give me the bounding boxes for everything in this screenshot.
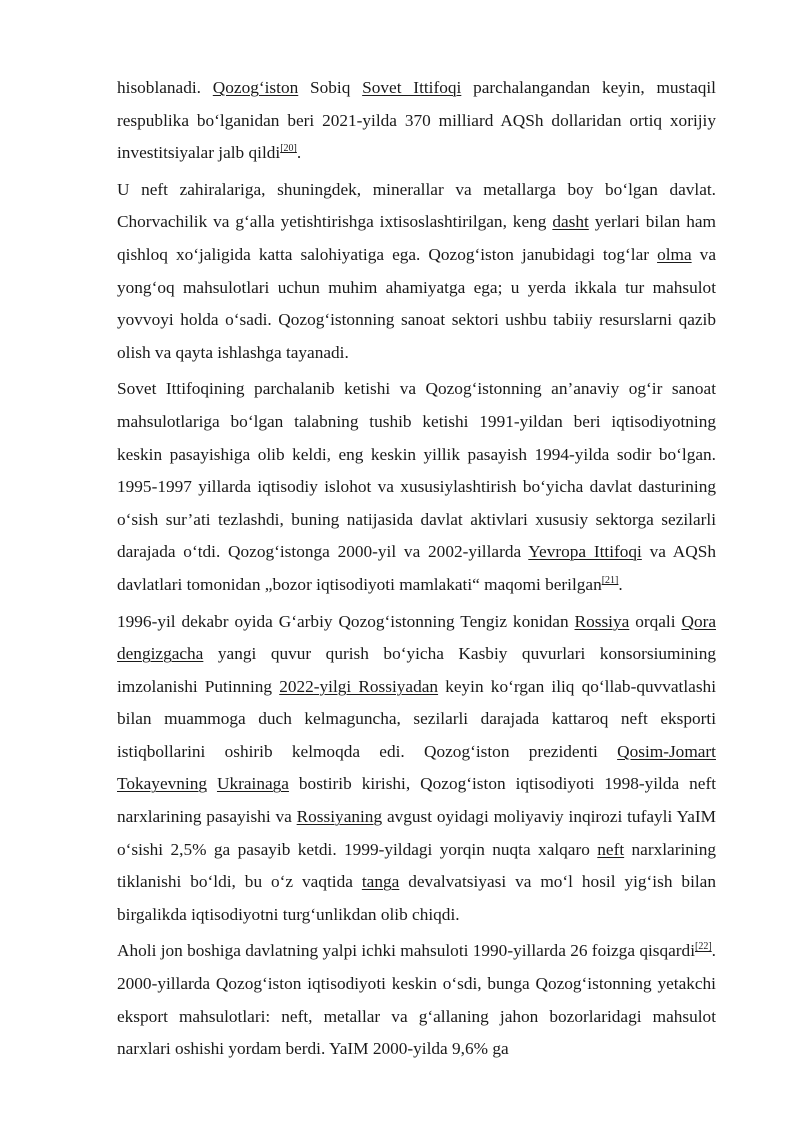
- link-2022-rossiyadan[interactable]: 2022-yilgi Rossiyadan: [279, 676, 439, 696]
- text: va AQSh davlatlari tomonidan „bozor iqtisodiyoti mamlakati“ maqomi berilgan: [117, 542, 716, 594]
- paragraph-soviet-collapse: [117, 373, 716, 601]
- link-qozogiston[interactable]: Qozog‘iston: [212, 78, 299, 97]
- link-olma[interactable]: olma: [657, 244, 692, 264]
- link-neft[interactable]: neft: [597, 839, 625, 859]
- text: Sovet Ittifoqining parchalanib ketishi va Qozog‘istonning an’anaviy og‘ir sanoat mahsulotlariga bo‘lgan talabning tushib ketishi 1991-yildan beri iqtisodiyotning keskin pasayishiga olib keldi, eng keskin yillik pasayish 1994-yilda sodir bo‘lgan. 1995-1997 yillarda iqtisodiy islohot va xususiylashtirish bo‘yicha davlat dasturining o‘sish sur’ati tezlashdi, buning natijasida davlat aktivlari xususiy sektorga sezilarli darajada o‘tdi. Qozog‘istonga 2000-yil va 2002-yillarda: [117, 379, 716, 562]
- link-tokayev[interactable]: Qosim-Jomart Tokayevning: [117, 741, 716, 794]
- text: U neft zahiralariga, shuningdek, minerallar va metallarga boy bo‘lgan davlat. Chorvachilik va g‘alla yetishtirishga ixtisoslashtirilgan, keng: [117, 179, 716, 232]
- link-rossiyaning[interactable]: Rossiyaning: [296, 807, 383, 827]
- link-ukraina[interactable]: Ukrainaga: [216, 774, 289, 794]
- text: [207, 774, 217, 793]
- text: Sobiq: [298, 78, 363, 97]
- text: yangi quvur qurish bo‘yicha Kasbiy quvurlari konsorsiumining imzolanishi Putinning: [117, 644, 716, 696]
- text: .: [618, 574, 623, 594]
- paragraph-investments: [117, 72, 716, 170]
- footnote-ref-22[interactable]: [22]: [695, 941, 712, 953]
- text: keyin ko‘rgan iliq qo‘llab-quvvatlashi bilan muammoga duch kelmaguncha, sezilarli darajada kattaroq neft eksporti istiqbollarini oshirib kelmoqda edi. Qozog‘iston prezidenti: [117, 676, 716, 761]
- text: . 2000-yillarda Qozog‘iston iqtisodiyoti keskin o‘sdi, bunga Qozog‘istonning yetakchi eksport mahsulotlari: neft, metallar va g‘allaning jahon bozorlaridagi mahsulot narxlari oshishi yordam berdi. YaIM 2000-yilda 9,6% ga: [117, 941, 716, 1059]
- text: Aholi jon boshiga davlatning yalpi ichki mahsuloti 1990-yillarda 26 foizga qisqardi: [117, 941, 695, 961]
- link-dasht[interactable]: dasht: [552, 212, 589, 232]
- text: bostirib kirishi, Qozog‘iston iqtisodiyoti 1998-yilda neft narxlarining pasayishi va: [117, 774, 716, 827]
- text: va yong‘oq mahsulotlari uchun muhim ahamiyatga ega; u yerda ikkala tur mahsulot yovvoyi holda o‘sadi. Qozog‘istonning sanoat sektori ushbu tabiiy resurslarni qazib olish va qayta ishlashga tayanadi.: [117, 244, 716, 362]
- text: hisoblanadi.: [117, 78, 213, 97]
- text: yerlari bilan ham qishloq xo‘jaligida katta salohiyatiga ega. Qozog‘iston janubidagi tog‘lar: [117, 212, 716, 264]
- text: devalvatsiyasi va mo‘l hosil yig‘ish bilan birgalikda iqtisodiyotni turg‘unlikdan olib chiqdi.: [117, 872, 716, 924]
- text: parchalangandan keyin, mustaqil respublika bo‘lganidan beri 2021-yilda 370 milliard AQSh dollaridan ortiq xorijiy investitsiyalar jalb qildi: [117, 78, 716, 163]
- paragraph-oil-pipeline: [117, 606, 716, 932]
- text: orqali: [629, 611, 682, 631]
- footnote-ref-20[interactable]: [20]: [280, 143, 297, 155]
- link-tanga[interactable]: tanga: [361, 872, 400, 892]
- footnote-ref-21[interactable]: [21]: [601, 575, 619, 587]
- link-qora-dengiz[interactable]: Qora dengizgacha: [117, 611, 717, 664]
- paragraph-resources: [117, 174, 716, 370]
- link-rossiya[interactable]: Rossiya: [574, 611, 630, 631]
- text: .: [296, 143, 302, 163]
- link-sovet-ittifoqi[interactable]: Sovet Ittifoqi: [362, 78, 462, 97]
- text: 1996-yil dekabr oyida G‘arbiy Qozog‘istonning Tengiz konidan: [117, 611, 575, 631]
- paragraph-gdp: [117, 935, 716, 1065]
- text: narxlarining tiklanishi bo‘ldi, bu o‘z vaqtida: [117, 839, 716, 892]
- text: avgust oyidagi moliyaviy inqirozi tufayli YaIM o‘sishi 2,5% ga pasayib ketdi. 1999-yildagi yorqin nuqta xalqaro: [117, 807, 716, 859]
- link-yevropa-ittifoqi[interactable]: Yevropa Ittifoqi: [528, 542, 642, 562]
